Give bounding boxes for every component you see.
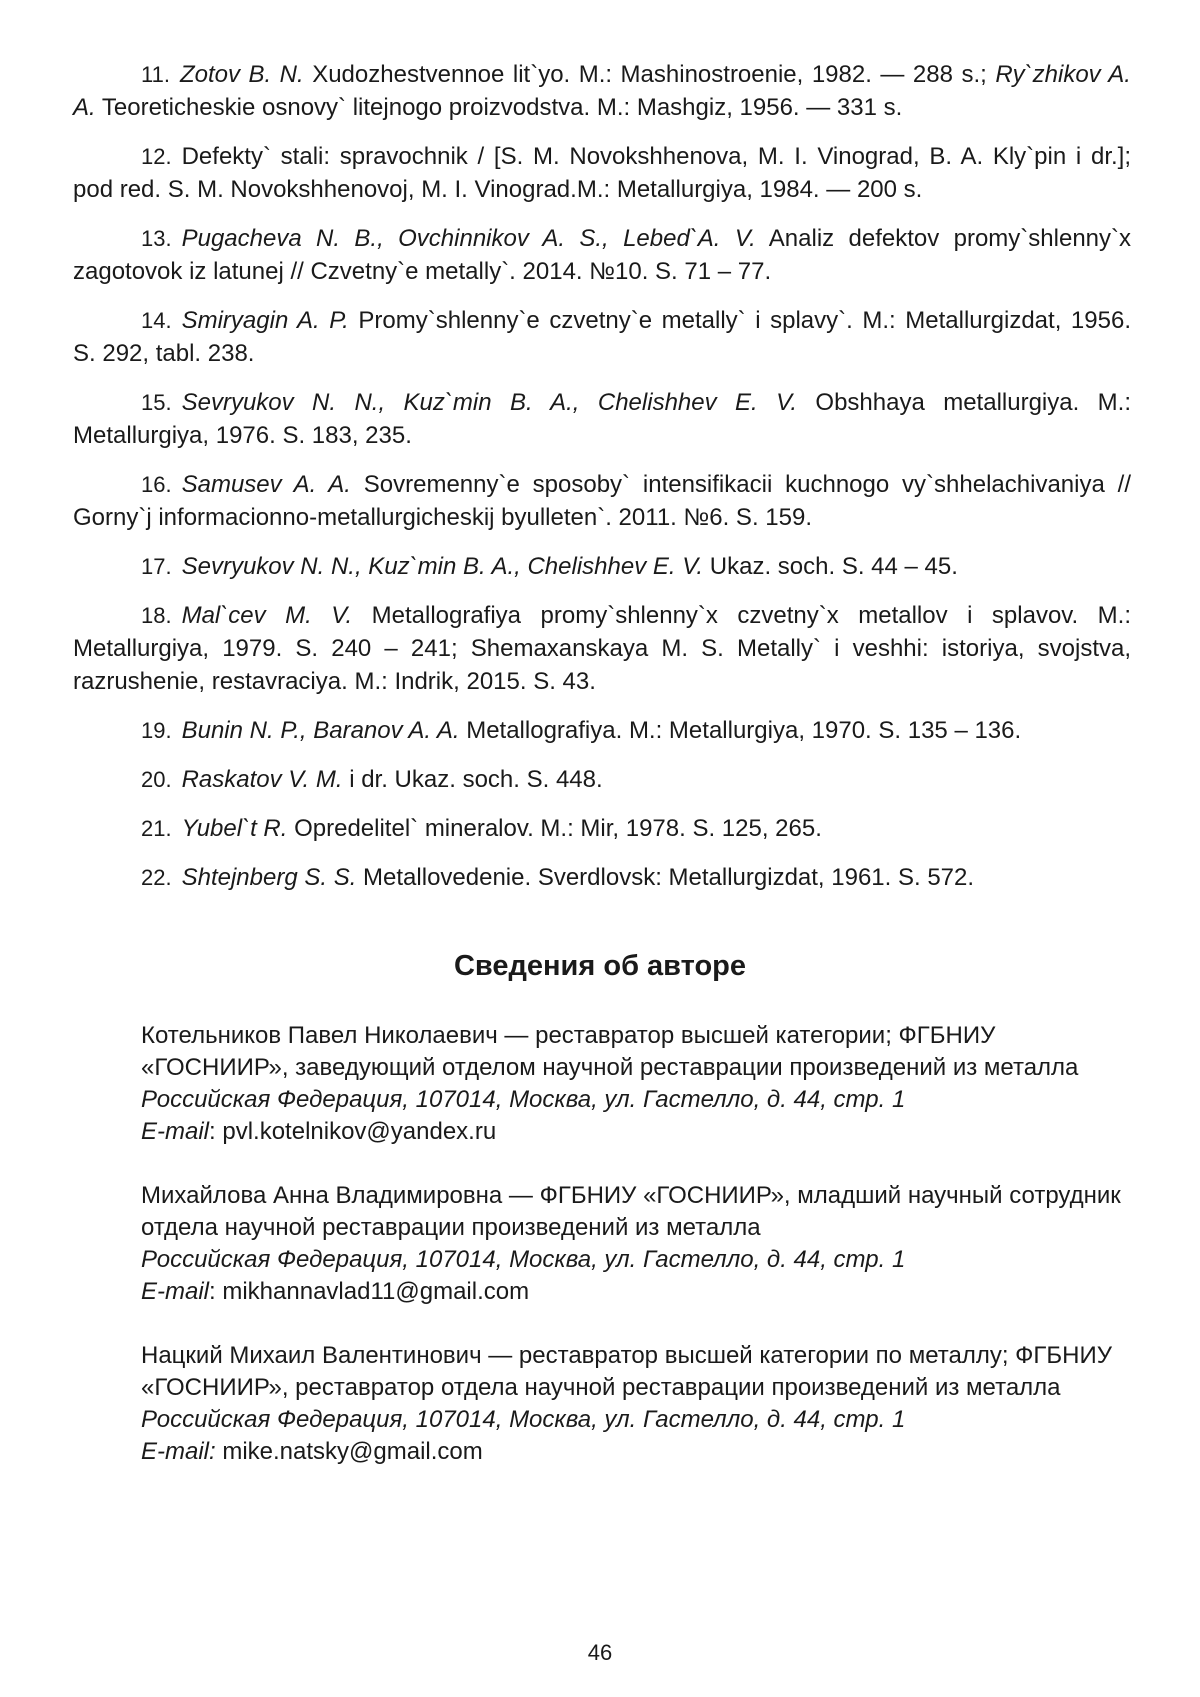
reference-author: Pugacheva N. B., Ovchinnikov A. S., Lebed`A. V. xyxy=(181,225,756,252)
reference-author: Smiryagin A. P. xyxy=(181,307,349,334)
reference-author: Samusev A. A. xyxy=(181,471,351,498)
reference-number: 16. xyxy=(141,472,172,497)
author-address: Российская Федерация, 107014, Москва, ул. Гастелло, д. 44, стр. 1 xyxy=(141,1246,906,1273)
reference-item xyxy=(73,140,1131,206)
reference-item xyxy=(73,550,1131,583)
author-entry xyxy=(141,1180,1131,1308)
email-separator: : xyxy=(209,1278,223,1305)
author-entry xyxy=(141,1340,1131,1468)
reference-item xyxy=(73,861,1131,894)
reference-number: 18. xyxy=(141,603,172,628)
reference-text: Metallovedenie. Sverdlovsk: Metallurgizdat, 1961. S. 572. xyxy=(356,864,975,891)
author-email: mike.natsky@gmail.com xyxy=(222,1438,483,1465)
author-address: Российская Федерация, 107014, Москва, ул. Гастелло, д. 44, стр. 1 xyxy=(141,1086,906,1113)
author-info: Котельников Павел Николаевич — реставратор высшей категории; ФГБНИУ «ГОСНИИР», заведующий отделом научной реставрации произведений из металла xyxy=(141,1022,1079,1081)
reference-author: Sevryukov N. N., Kuz`min B. A., Chelishhev E. V. xyxy=(181,389,797,416)
email-separator: : xyxy=(209,1118,223,1145)
reference-text: Opredelitel` mineralov. M.: Mir, 1978. S. 125, 265. xyxy=(287,815,822,842)
reference-text: Analiz defektov promy`shlenny`x zagotovok iz latunej // Czvetny`e metally`. 2014. №10. S. 71 – 77. xyxy=(73,225,1132,285)
reference-author: Sevryukov N. N., Kuz`min B. A., Chelishhev E. V. xyxy=(181,553,704,580)
reference-number: 17. xyxy=(141,554,172,579)
reference-text: Promy`shlenny`e czvetny`e metally` i splavy`. M.: Metallurgizdat, 1956. S. 292, tabl. 238. xyxy=(73,307,1131,367)
email-label: E-mail xyxy=(141,1118,210,1145)
page-number: 46 xyxy=(587,1640,613,1665)
reference-author: Shtejnberg S. S. xyxy=(181,864,357,891)
reference-number: 12. xyxy=(141,144,172,169)
reference-number: 13. xyxy=(141,226,172,251)
reference-number: 19. xyxy=(141,718,172,743)
section-title: Сведения об авторе xyxy=(453,950,746,982)
reference-author: Yubel`t R. xyxy=(181,815,288,842)
reference-text-second: Teoreticheskie osnovy` litejnogo proizvodstva. M.: Mashgiz, 1956. — 331 s. xyxy=(95,94,903,121)
reference-item xyxy=(73,386,1131,452)
author-address: Российская Федерация, 107014, Москва, ул. Гастелло, д. 44, стр. 1 xyxy=(141,1406,906,1433)
reference-text: Obshhaya metallurgiya. M.: Metallurgiya, 1976. S. 183, 235. xyxy=(73,389,1132,449)
reference-text: i dr. Ukaz. soch. S. 448. xyxy=(342,766,603,793)
reference-text: Defekty` stali: spravochnik / [S. M. Novokshhenova, M. I. Vinograd, B. A. Kly`pin i dr.]; pod red. S. M. Novokshhenovoj, M. I. Vinograd.M.: Metallurgiya, 1984. — 200 s. xyxy=(73,143,1131,203)
reference-item xyxy=(73,468,1131,534)
reference-item xyxy=(73,599,1131,698)
reference-text: Metallografiya promy`shlenny`x czvetny`x metallov i splavov. M.: Metallurgiya, 1979. S. 240 – 241; Shemaxanskaya M. S. Metally` i veshhi: istoriya, svojstva, razrushenie, restavraciya. M.: Indrik, 2015. S. 43. xyxy=(73,602,1131,695)
author-list xyxy=(141,1020,1131,1500)
reference-text: Sovremenny`e sposoby` intensifikacii kuchnogo vy`shhelachivaniya // Gorny`j informacionno-metallurgicheskij byulleten`. 2011. №6. S. 159. xyxy=(73,471,1131,531)
reference-list xyxy=(73,58,1131,910)
reference-item xyxy=(73,812,1131,845)
reference-author: Raskatov V. M. xyxy=(181,766,343,793)
email-label: E-mail xyxy=(141,1278,210,1305)
author-info: Михайлова Анна Владимировна — ФГБНИУ «ГОСНИИР», младший научный сотрудник отдела научной реставрации произведений из металла xyxy=(141,1182,1121,1241)
reference-number: 11. xyxy=(141,62,170,87)
reference-item xyxy=(73,714,1131,747)
reference-number: 15. xyxy=(141,390,172,415)
reference-text: Ukaz. soch. S. 44 – 45. xyxy=(703,553,958,580)
email-label: E-mail: xyxy=(141,1438,216,1465)
reference-number: 20. xyxy=(141,767,172,792)
reference-item xyxy=(73,304,1131,370)
reference-number: 14. xyxy=(141,308,172,333)
reference-author: Bunin N. P., Baranov A. A. xyxy=(181,717,460,744)
reference-text: Metallografiya. M.: Metallurgiya, 1970. S. 135 – 136. xyxy=(459,717,1022,744)
reference-author: Mal`cev M. V. xyxy=(181,602,353,629)
author-info: Нацкий Михаил Валентинович — реставратор высшей категории по металлу; ФГБНИУ «ГОСНИИР», реставратор отдела научной реставрации произведений из металла xyxy=(141,1342,1112,1401)
author-email-line xyxy=(141,1436,1131,1468)
reference-author-second: Ry`zhikov A. A. xyxy=(73,61,1131,121)
reference-number: 22. xyxy=(141,865,172,890)
reference-author: Zotov B. N. xyxy=(179,61,304,88)
reference-item xyxy=(73,222,1131,288)
reference-number: 21. xyxy=(141,816,172,841)
reference-text: Xudozhestvennoe lit`yo. M.: Mashinostroenie, 1982. — 288 s.; xyxy=(303,61,996,88)
reference-item xyxy=(73,763,1131,796)
reference-item xyxy=(73,58,1131,124)
author-email: pvl.kotelnikov@yandex.ru xyxy=(222,1118,497,1145)
author-entry xyxy=(141,1020,1131,1148)
author-email-line xyxy=(141,1276,1131,1308)
author-email-line xyxy=(141,1116,1131,1148)
author-email: mikhannavlad11@gmail.com xyxy=(222,1278,530,1305)
